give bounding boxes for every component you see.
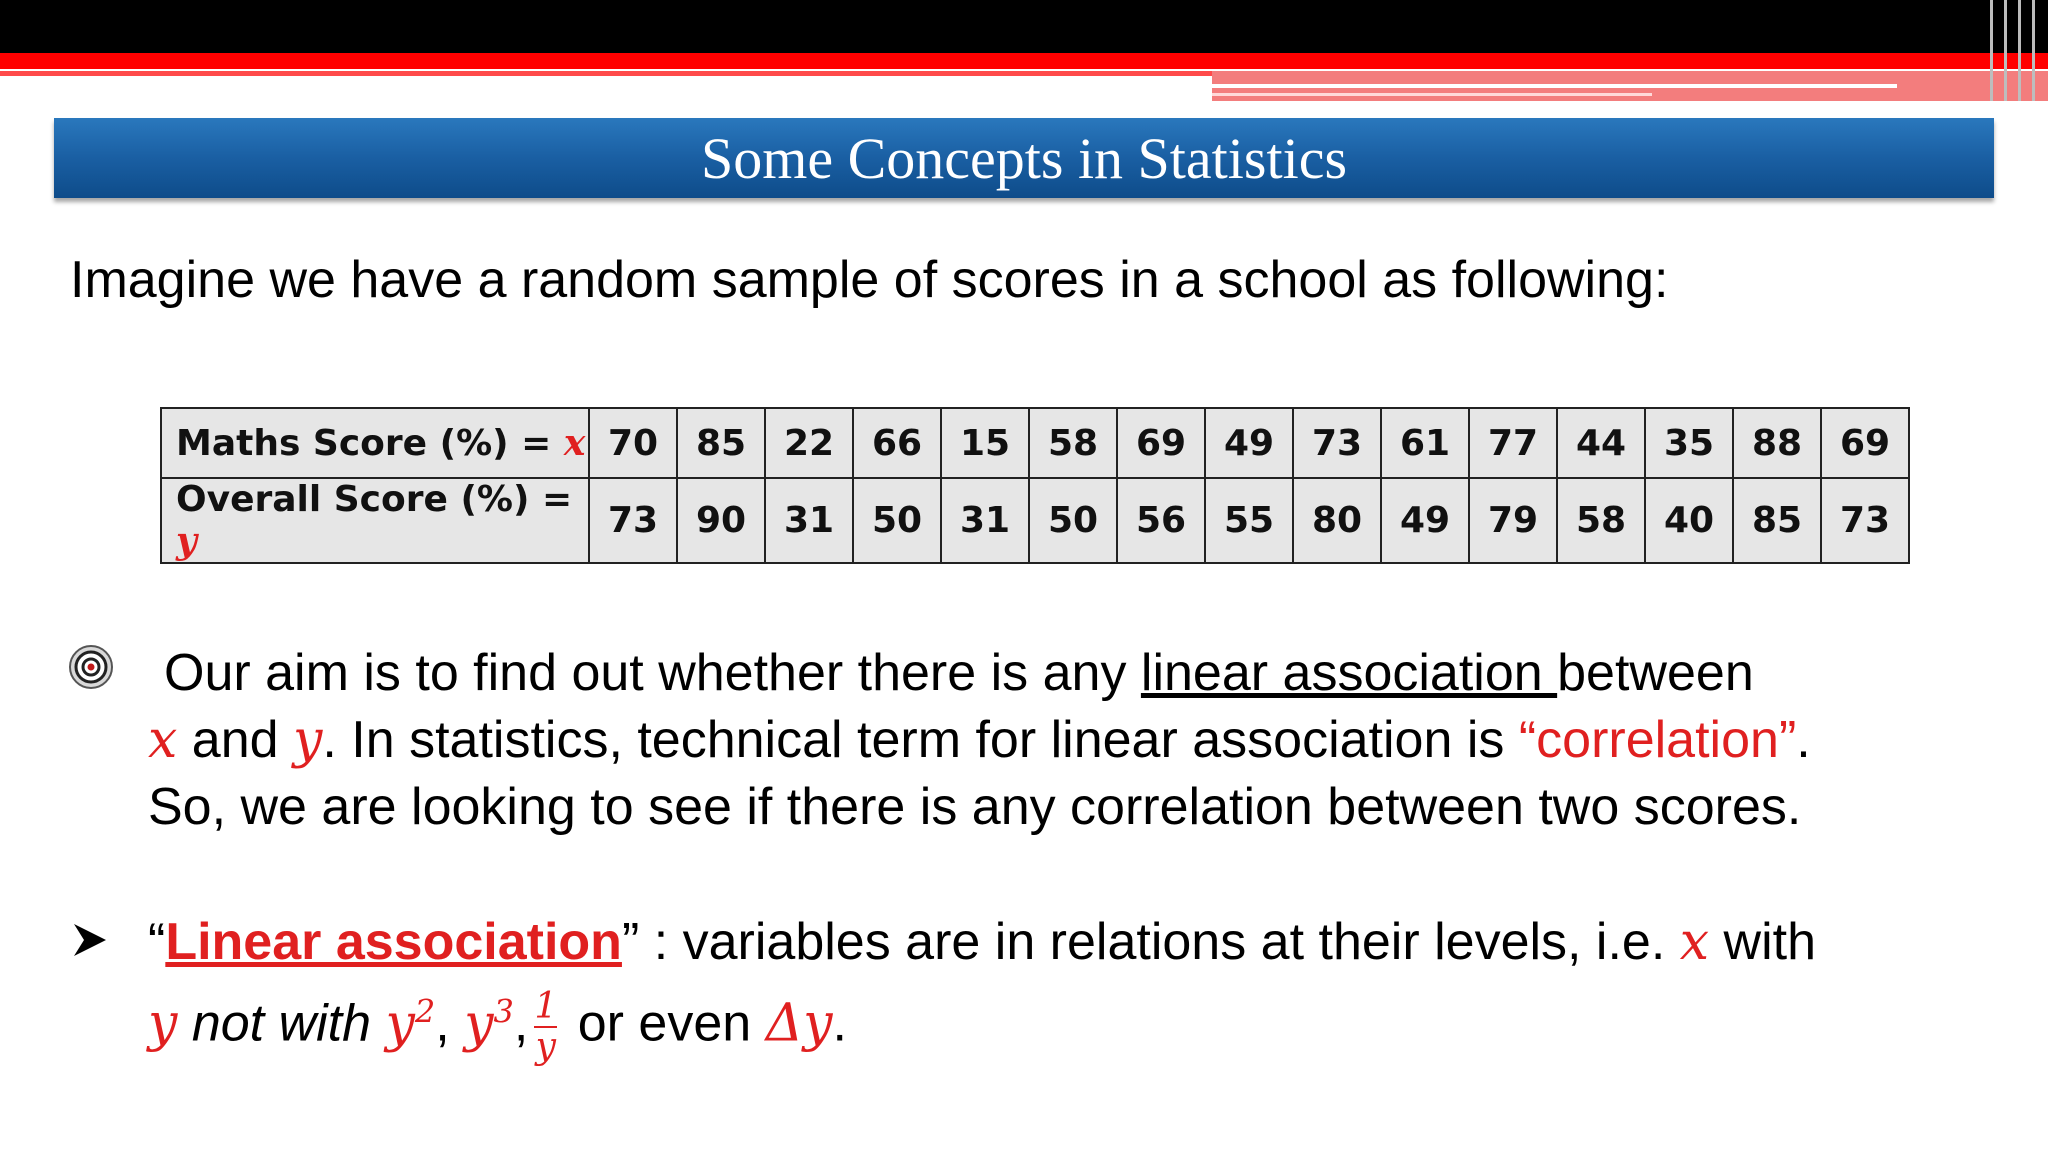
row-header-label: Maths Score (%) = [176, 423, 564, 464]
scores-table [160, 407, 1910, 564]
para-text: and [177, 711, 293, 769]
slide-title: Some Concepts in Statistics [700, 125, 1348, 191]
white-accent-line [1212, 84, 1897, 88]
table-cell: 61 [1381, 408, 1469, 478]
table-cell: 90 [677, 478, 765, 563]
row-header [161, 408, 589, 478]
math-x: x [1679, 912, 1710, 972]
table-cell: 73 [1821, 478, 1909, 563]
table-cell: 85 [1733, 478, 1821, 563]
table-cell: 69 [1117, 408, 1205, 478]
table-cell: 69 [1821, 408, 1909, 478]
table-cell: 66 [853, 408, 941, 478]
bullet-text: : variables are in relations at their levels, i.e. [639, 913, 1680, 971]
title-banner [54, 118, 1994, 198]
para-line-1 [148, 640, 2028, 707]
arrow-icon [70, 920, 110, 960]
linear-association-bullet [148, 912, 1816, 972]
stripe [2032, 0, 2035, 101]
bullet-text: . [832, 994, 847, 1053]
fraction-numerator: 1 [534, 986, 558, 1027]
para-line-2 [148, 707, 2028, 774]
math-base: y [385, 993, 415, 1054]
row-header-label: Overall Score (%) = [176, 479, 573, 520]
table-cell: 50 [1029, 478, 1117, 563]
bullet-text: with [1709, 913, 1816, 971]
table-cell: 70 [589, 408, 677, 478]
math-exponent: 3 [493, 992, 514, 1031]
row-variable: y [176, 520, 197, 562]
table-cell: 49 [1381, 478, 1469, 563]
top-black-bar [0, 0, 2048, 53]
table-cell: 15 [941, 408, 1029, 478]
math-delta-y: Δy [765, 993, 833, 1054]
para-text: between [1557, 644, 1754, 702]
table-cell: 55 [1205, 478, 1293, 563]
stripe [2018, 0, 2021, 101]
table-cell: 58 [1029, 408, 1117, 478]
linear-association-underlined: linear association [1140, 644, 1558, 702]
row-variable: x [563, 422, 586, 464]
fraction-denominator: y [535, 1026, 556, 1067]
table-row [161, 478, 1909, 563]
table-cell: 22 [765, 408, 853, 478]
bullet-text: not with [177, 994, 386, 1053]
quote-close: ” [621, 913, 640, 971]
math-y-cubed [464, 994, 514, 1054]
math-y: y [292, 710, 323, 770]
intro-text: Imagine we have a random sample of scores in a school as following: [70, 251, 1669, 309]
correlation-term: “correlation” [1518, 711, 1797, 769]
red-thin-line [0, 71, 1212, 76]
target-icon [68, 644, 114, 690]
table-cell: 40 [1645, 478, 1733, 563]
stripe [1990, 0, 1993, 101]
quote-open: “ [148, 913, 166, 971]
stripe [2004, 0, 2007, 101]
para-text: . [1796, 711, 1811, 769]
table-cell: 79 [1469, 478, 1557, 563]
table-cell: 31 [941, 478, 1029, 563]
math-reciprocal-y [534, 988, 557, 1066]
bullet-text: or even [563, 994, 766, 1053]
table-cell: 73 [1293, 408, 1381, 478]
table-cell: 58 [1557, 478, 1645, 563]
para-line-3: So, we are looking to see if there is any correlation between two scores. [148, 778, 1802, 836]
table-cell: 35 [1645, 408, 1733, 478]
top-red-bar [0, 53, 2048, 69]
para-text: Our aim is to find out whether there is any [164, 644, 1141, 702]
math-y: y [148, 993, 178, 1054]
table-cell: 50 [853, 478, 941, 563]
math-base: y [464, 993, 494, 1054]
table-cell: 77 [1469, 408, 1557, 478]
table-cell: 31 [765, 478, 853, 563]
table-cell: 56 [1117, 478, 1205, 563]
table-cell: 44 [1557, 408, 1645, 478]
para-text: . In statistics, technical term for linear association is [322, 711, 1519, 769]
math-y-squared [386, 994, 436, 1054]
linear-association-term: Linear association [165, 913, 622, 971]
table-cell: 49 [1205, 408, 1293, 478]
math-exponent: 2 [414, 992, 436, 1031]
aim-paragraph [148, 640, 2028, 841]
white-accent-line-2 [1212, 93, 1652, 96]
math-x: x [148, 710, 178, 770]
bullet-text: , [513, 994, 529, 1053]
table-row [161, 408, 1909, 478]
table-cell: 73 [589, 478, 677, 563]
table-cell: 85 [677, 408, 765, 478]
table-cell: 80 [1293, 478, 1381, 563]
table-cell: 88 [1733, 408, 1821, 478]
bullet-text: , [435, 994, 465, 1053]
row-header [161, 478, 589, 563]
linear-association-bullet-line-2 [148, 988, 847, 1066]
